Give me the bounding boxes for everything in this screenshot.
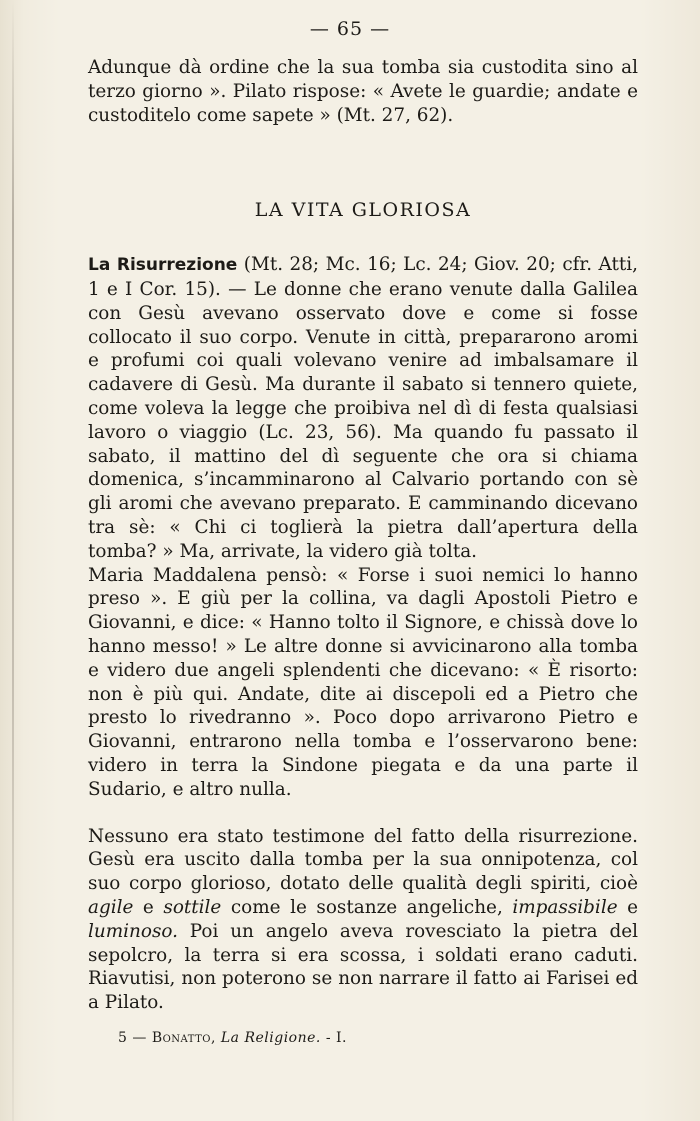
italic-sottile: sottile	[163, 896, 222, 918]
paragraph-risurrezione	[88, 253, 638, 563]
paragraph-testimone-part-a: Nessuno era stato testimone del fatto della risurrezione. Gesù era uscito dalla tomba per la sua onnipotenza, col suo corpo glorioso, dotato delle qualità degli spiriti, cioè	[88, 825, 638, 895]
page-number: — 65 —	[309, 18, 391, 40]
paragraph-testimone	[88, 825, 638, 1015]
italic-impassibile: impassibile	[512, 896, 618, 918]
paragraph-testimone-part-d: e	[617, 896, 639, 918]
section-title: LA VITA GLORIOSA	[254, 199, 472, 222]
paragraph-testimone-part-e: Poi un angelo aveva rovesciato la pietra del sepolcro, la terra si era scossa, i soldati erano caduti. Riavutisi, non poterono se non narrare il fatto ai Farisei ed a Pilato.	[88, 920, 638, 1014]
footer-signature-number: 5 —	[118, 1030, 147, 1046]
italic-agile: agile	[88, 896, 134, 918]
binding-gutter	[12, 0, 14, 1121]
page-footer-signature	[118, 1030, 347, 1046]
paragraph-maddalena: Maria Maddalena pensò: « Forse i suoi nemici lo hanno preso ». E giù per la collina, va dagli Apostoli Pietro e Giovanni, e dice: « Hanno tolto il Signore, e chissà dove lo hanno messo! » Le altre donne si avvicinarono alla tomba e videro due angeli splendenti che dicevano: « È risorto: non è più qui. Andate, dite ai discepoli ed a Pietro che presto lo rivedranno ». Poco dopo arrivarono Pietro e Giovanni, entrarono nella tomba e l’osservarono bene: videro in terra la Sindone piegata e da una parte il Sudario, e altro nulla.	[88, 564, 638, 800]
paragraph-testimone-part-b: e	[133, 896, 164, 918]
paragraph-risurrezione-body: (Mt. 28; Mc. 16; Lc. 24; Giov. 20; cfr. Atti, 1 e I Cor. 15). — Le donne che erano venute dalla Galilea con Gesù avevano osservato dove e come si fosse collocato il suo corpo. Venute in città, prepararono aromi e profumi coi quali volevano venire ad imbalsamare il cadavere di Gesù. Ma durante il sabato si tennero quiete, come voleva la legge che proibiva nel dì di festa qualsiasi lavoro o viaggio (Lc. 23, 56). Ma quando fu passato il sabato, il mattino del dì seguente che ora si chiama domenica, s’incamminarono al Calvario portando con sè gli aromi che avevano preparato. E camminando dicevano tra sè: « Chi ci toglierà la pietra dall’apertura della tomba? » Ma, arrivate, la videro già tolta.	[88, 254, 638, 562]
footer-book-title: La Religione.	[220, 1030, 321, 1046]
paragraph-gap	[88, 802, 638, 825]
footer-volume: - I.	[325, 1030, 347, 1046]
paragraph-testimone-part-c: come le sostanze angeliche,	[221, 896, 513, 918]
text-column	[88, 56, 638, 1015]
paragraph-lead-heading: La Risurrezione	[88, 255, 238, 276]
italic-luminoso: luminoso.	[88, 920, 178, 942]
opening-paragraph: Adunque dà ordine che la sua tomba sia custodita sino al terzo giorno ». Pilato rispose: « Avete le guardie; andate e custoditelo come sapete » (Mt. 27, 62).	[88, 57, 638, 126]
footer-author: Bonatto,	[151, 1030, 216, 1046]
